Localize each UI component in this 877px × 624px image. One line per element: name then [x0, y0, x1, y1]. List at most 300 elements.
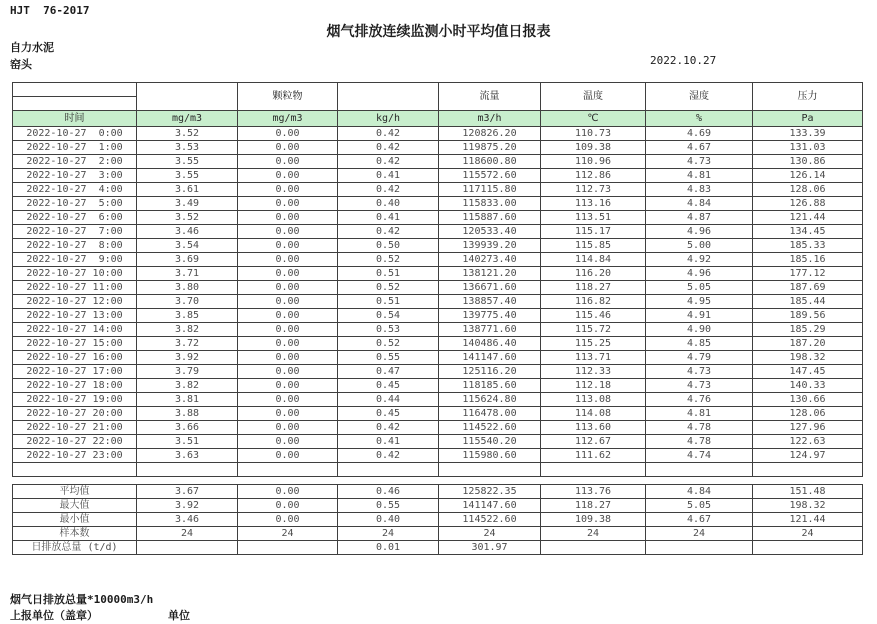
group-header-cell [338, 83, 439, 111]
cell: 0.52 [338, 253, 439, 267]
cell: 113.60 [541, 421, 646, 435]
cell: 0.55 [338, 351, 439, 365]
table-row [13, 127, 863, 141]
cell: 134.45 [753, 225, 863, 239]
unit-cell: ℃ [541, 111, 646, 127]
cell: 3.85 [137, 309, 238, 323]
cell: 2022-10-27 19:00 [13, 393, 137, 407]
table-row [13, 337, 863, 351]
cell: 3.49 [137, 197, 238, 211]
cell: 116478.00 [439, 407, 541, 421]
report-date: 2022.10.27 [650, 54, 717, 67]
cell: 24 [137, 527, 238, 541]
cell: 2022-10-27 23:00 [13, 449, 137, 463]
cell: 4.84 [646, 485, 753, 499]
cell: 130.66 [753, 393, 863, 407]
cell: 3.52 [137, 127, 238, 141]
cell: 2022-10-27 18:00 [13, 379, 137, 393]
cell: 0.51 [338, 267, 439, 281]
cell: 3.82 [137, 323, 238, 337]
cell: 2022-10-27 5:00 [13, 197, 137, 211]
cell: 0.46 [338, 485, 439, 499]
cell: 115.17 [541, 225, 646, 239]
report-table-area [12, 82, 864, 555]
cell: 3.55 [137, 155, 238, 169]
cell [541, 463, 646, 477]
cell: 0.00 [238, 407, 338, 421]
cell: 140273.40 [439, 253, 541, 267]
cell: 4.96 [646, 225, 753, 239]
cell: 3.81 [137, 393, 238, 407]
table-row [13, 239, 863, 253]
cell: 0.00 [238, 351, 338, 365]
cell: 109.38 [541, 513, 646, 527]
cell [541, 541, 646, 555]
cell: 0.00 [238, 323, 338, 337]
cell: 2022-10-27 16:00 [13, 351, 137, 365]
cell: 113.08 [541, 393, 646, 407]
cell: 0.41 [338, 211, 439, 225]
cell: 0.53 [338, 323, 439, 337]
cell: 0.45 [338, 407, 439, 421]
cell: 116.20 [541, 267, 646, 281]
cell: 118.27 [541, 499, 646, 513]
cell [13, 463, 137, 477]
footer-note: 烟气日排放总量*10000m3/h [10, 593, 154, 606]
cell: 0.44 [338, 393, 439, 407]
cell: 2022-10-27 2:00 [13, 155, 137, 169]
cell: 0.00 [238, 485, 338, 499]
cell: 3.53 [137, 141, 238, 155]
cell: 3.80 [137, 281, 238, 295]
cell: 115833.00 [439, 197, 541, 211]
table-row [13, 449, 863, 463]
cell: 4.96 [646, 267, 753, 281]
cell: 0.52 [338, 337, 439, 351]
cell: 0.00 [238, 337, 338, 351]
cell: 189.56 [753, 309, 863, 323]
unit-cell: m3/h [439, 111, 541, 127]
table-row [13, 421, 863, 435]
group-header-humidity: 湿度 [646, 83, 753, 111]
cell: 198.32 [753, 351, 863, 365]
cell: 3.70 [137, 295, 238, 309]
cell: 0.00 [238, 155, 338, 169]
cell: 0.00 [238, 225, 338, 239]
cell: 115572.60 [439, 169, 541, 183]
cell: 3.71 [137, 267, 238, 281]
cell: 116.82 [541, 295, 646, 309]
table-row [13, 141, 863, 155]
cell: 5.00 [646, 239, 753, 253]
cell: 4.73 [646, 155, 753, 169]
cell: 187.20 [753, 337, 863, 351]
unit-label: 单位 [168, 609, 190, 622]
cell: 3.82 [137, 379, 238, 393]
cell: 0.42 [338, 141, 439, 155]
time-header-cell: 时间 [13, 111, 137, 127]
cell: 0.00 [238, 169, 338, 183]
cell: 0.00 [238, 211, 338, 225]
cell: 113.71 [541, 351, 646, 365]
cell: 0.00 [238, 309, 338, 323]
cell: 24 [338, 527, 439, 541]
cell: 0.00 [238, 281, 338, 295]
table-row [13, 323, 863, 337]
table-row [13, 485, 863, 499]
cell: 126.14 [753, 169, 863, 183]
cell: 0.42 [338, 449, 439, 463]
cell: 3.79 [137, 365, 238, 379]
cell [753, 541, 863, 555]
cell: 3.92 [137, 351, 238, 365]
cell: 2022-10-27 7:00 [13, 225, 137, 239]
cell: 185.29 [753, 323, 863, 337]
cell: 0.52 [338, 281, 439, 295]
cell: 最大值 [13, 499, 137, 513]
table-row [13, 365, 863, 379]
cell: 0.00 [238, 421, 338, 435]
report-unit-label: 上报单位（盖章） [10, 609, 98, 622]
cell: 114.84 [541, 253, 646, 267]
cell: 3.72 [137, 337, 238, 351]
cell: 4.81 [646, 169, 753, 183]
table-row [13, 527, 863, 541]
cell: 117115.80 [439, 183, 541, 197]
cell: 4.73 [646, 379, 753, 393]
cell: 118600.80 [439, 155, 541, 169]
cell: 4.74 [646, 449, 753, 463]
company-name: 自力水泥 [10, 41, 54, 54]
cell [137, 541, 238, 555]
table-row [13, 435, 863, 449]
cell: 130.86 [753, 155, 863, 169]
cell: 0.42 [338, 183, 439, 197]
unit-cell: % [646, 111, 753, 127]
cell: 151.48 [753, 485, 863, 499]
table-row [13, 155, 863, 169]
table-row [13, 351, 863, 365]
cell: 日排放总量 (t/d) [13, 541, 137, 555]
cell: 0.01 [338, 541, 439, 555]
cell [137, 463, 238, 477]
group-header-temperature: 温度 [541, 83, 646, 111]
cell: 3.88 [137, 407, 238, 421]
cell: 138771.60 [439, 323, 541, 337]
cell: 0.42 [338, 127, 439, 141]
cell: 0.00 [238, 141, 338, 155]
cell: 3.61 [137, 183, 238, 197]
group-header-flow: 流量 [439, 83, 541, 111]
cell: 177.12 [753, 267, 863, 281]
cell: 3.67 [137, 485, 238, 499]
cell: 121.44 [753, 513, 863, 527]
cell: 2022-10-27 13:00 [13, 309, 137, 323]
cell: 111.62 [541, 449, 646, 463]
cell: 198.32 [753, 499, 863, 513]
cell: 2022-10-27 22:00 [13, 435, 137, 449]
cell [439, 463, 541, 477]
cell: 0.47 [338, 365, 439, 379]
table-row [13, 463, 863, 477]
cell: 118185.60 [439, 379, 541, 393]
corner-cell [13, 83, 137, 97]
cell: 3.51 [137, 435, 238, 449]
cell: 139775.40 [439, 309, 541, 323]
cell: 136671.60 [439, 281, 541, 295]
cell: 2022-10-27 6:00 [13, 211, 137, 225]
cell: 5.05 [646, 499, 753, 513]
cell: 4.67 [646, 513, 753, 527]
table-row [13, 407, 863, 421]
summary-table [12, 484, 863, 555]
cell: 0.42 [338, 225, 439, 239]
cell: 2022-10-27 1:00 [13, 141, 137, 155]
cell: 114522.60 [439, 513, 541, 527]
cell: 4.85 [646, 337, 753, 351]
cell: 114522.60 [439, 421, 541, 435]
cell: 3.54 [137, 239, 238, 253]
cell: 4.95 [646, 295, 753, 309]
cell: 0.00 [238, 449, 338, 463]
summary-rows [13, 485, 863, 555]
cell: 125822.35 [439, 485, 541, 499]
cell: 4.67 [646, 141, 753, 155]
table-row [13, 309, 863, 323]
group-header-row [13, 83, 863, 97]
cell: 0.42 [338, 421, 439, 435]
table-row [13, 211, 863, 225]
cell: 4.90 [646, 323, 753, 337]
cell [646, 541, 753, 555]
cell: 4.92 [646, 253, 753, 267]
cell: 24 [541, 527, 646, 541]
cell: 112.73 [541, 183, 646, 197]
cell: 平均值 [13, 485, 137, 499]
cell: 2022-10-27 11:00 [13, 281, 137, 295]
cell: 115887.60 [439, 211, 541, 225]
cell: 0.00 [238, 295, 338, 309]
cell: 0.00 [238, 499, 338, 513]
cell: 4.83 [646, 183, 753, 197]
cell: 3.63 [137, 449, 238, 463]
cell: 115540.20 [439, 435, 541, 449]
cell: 115980.60 [439, 449, 541, 463]
cell: 24 [439, 527, 541, 541]
table-row [13, 499, 863, 513]
unit-cell: kg/h [338, 111, 439, 127]
cell [238, 541, 338, 555]
cell: 4.78 [646, 421, 753, 435]
cell: 141147.60 [439, 351, 541, 365]
corner-cell [13, 97, 137, 111]
cell: 2022-10-27 9:00 [13, 253, 137, 267]
cell: 3.66 [137, 421, 238, 435]
cell: 2022-10-27 10:00 [13, 267, 137, 281]
units-header-row [13, 111, 863, 127]
cell: 0.00 [238, 183, 338, 197]
cell: 2022-10-27 15:00 [13, 337, 137, 351]
cell: 4.79 [646, 351, 753, 365]
cell: 115624.80 [439, 393, 541, 407]
cell: 128.06 [753, 183, 863, 197]
cell [753, 463, 863, 477]
unit-cell: mg/m3 [137, 111, 238, 127]
cell: 0.00 [238, 513, 338, 527]
cell: 115.72 [541, 323, 646, 337]
cell: 114.08 [541, 407, 646, 421]
cell: 4.81 [646, 407, 753, 421]
cell: 2022-10-27 3:00 [13, 169, 137, 183]
cell: 2022-10-27 14:00 [13, 323, 137, 337]
table-row [13, 379, 863, 393]
cell: 133.39 [753, 127, 863, 141]
cell: 140486.40 [439, 337, 541, 351]
table-row [13, 267, 863, 281]
group-header-particulate: 颗粒物 [238, 83, 338, 111]
cell: 2022-10-27 4:00 [13, 183, 137, 197]
cell: 0.41 [338, 169, 439, 183]
cell: 0.00 [238, 253, 338, 267]
unit-cell: mg/m3 [238, 111, 338, 127]
cell: 115.85 [541, 239, 646, 253]
cell: 141147.60 [439, 499, 541, 513]
doc-code: HJT 76-2017 [10, 4, 90, 17]
table-row [13, 393, 863, 407]
cell: 3.69 [137, 253, 238, 267]
cell: 115.46 [541, 309, 646, 323]
cell: 140.33 [753, 379, 863, 393]
cell: 112.18 [541, 379, 646, 393]
cell: 0.00 [238, 197, 338, 211]
cell: 4.91 [646, 309, 753, 323]
cell: 0.50 [338, 239, 439, 253]
cell: 0.42 [338, 155, 439, 169]
cell: 0.41 [338, 435, 439, 449]
cell [338, 463, 439, 477]
cell: 4.87 [646, 211, 753, 225]
cell: 3.46 [137, 513, 238, 527]
unit-cell: Pa [753, 111, 863, 127]
table-row [13, 225, 863, 239]
cell: 110.73 [541, 127, 646, 141]
cell: 0.55 [338, 499, 439, 513]
cell: 0.51 [338, 295, 439, 309]
station-name: 窑头 [10, 58, 32, 71]
group-header-cell [137, 83, 238, 111]
cell: 0.00 [238, 379, 338, 393]
cell: 0.00 [238, 365, 338, 379]
cell: 0.00 [238, 239, 338, 253]
cell: 4.84 [646, 197, 753, 211]
cell: 3.46 [137, 225, 238, 239]
cell [238, 463, 338, 477]
cell: 2022-10-27 20:00 [13, 407, 137, 421]
cell: 24 [238, 527, 338, 541]
cell: 185.44 [753, 295, 863, 309]
cell: 4.76 [646, 393, 753, 407]
cell: 120826.20 [439, 127, 541, 141]
table-row [13, 281, 863, 295]
cell: 0.00 [238, 127, 338, 141]
cell: 187.69 [753, 281, 863, 295]
cell: 113.51 [541, 211, 646, 225]
cell: 147.45 [753, 365, 863, 379]
data-rows [13, 127, 863, 477]
group-header-pressure: 压力 [753, 83, 863, 111]
cell: 3.52 [137, 211, 238, 225]
cell: 2022-10-27 0:00 [13, 127, 137, 141]
cell: 120533.40 [439, 225, 541, 239]
cell: 24 [753, 527, 863, 541]
cell: 5.05 [646, 281, 753, 295]
cell: 131.03 [753, 141, 863, 155]
table-row [13, 253, 863, 267]
cell: 0.54 [338, 309, 439, 323]
cell: 2022-10-27 21:00 [13, 421, 137, 435]
cell: 样本数 [13, 527, 137, 541]
cell: 2022-10-27 17:00 [13, 365, 137, 379]
cell: 4.69 [646, 127, 753, 141]
cell: 126.88 [753, 197, 863, 211]
cell: 0.00 [238, 393, 338, 407]
cell: 185.33 [753, 239, 863, 253]
page-title: 烟气排放连续监测小时平均值日报表 [326, 24, 551, 40]
cell: 112.67 [541, 435, 646, 449]
cell: 138857.40 [439, 295, 541, 309]
cell: 0.45 [338, 379, 439, 393]
cell: 115.25 [541, 337, 646, 351]
cell: 0.40 [338, 197, 439, 211]
cell: 185.16 [753, 253, 863, 267]
cell: 124.97 [753, 449, 863, 463]
cell: 2022-10-27 12:00 [13, 295, 137, 309]
cell: 0.00 [238, 435, 338, 449]
cell: 最小值 [13, 513, 137, 527]
cell: 0.40 [338, 513, 439, 527]
cell: 112.33 [541, 365, 646, 379]
cell: 122.63 [753, 435, 863, 449]
cell: 301.97 [439, 541, 541, 555]
cell: 0.00 [238, 267, 338, 281]
cell: 109.38 [541, 141, 646, 155]
table-row [13, 541, 863, 555]
cell: 119875.20 [439, 141, 541, 155]
cell: 4.78 [646, 435, 753, 449]
table-row [13, 197, 863, 211]
table-row [13, 169, 863, 183]
cell: 128.06 [753, 407, 863, 421]
cell: 24 [646, 527, 753, 541]
cell: 3.92 [137, 499, 238, 513]
table-row [13, 295, 863, 309]
cell: 118.27 [541, 281, 646, 295]
cell: 113.16 [541, 197, 646, 211]
cell: 4.73 [646, 365, 753, 379]
cell: 121.44 [753, 211, 863, 225]
table-row [13, 183, 863, 197]
main-table [12, 82, 863, 477]
cell [646, 463, 753, 477]
cell: 112.86 [541, 169, 646, 183]
cell: 125116.20 [439, 365, 541, 379]
cell: 3.55 [137, 169, 238, 183]
cell: 113.76 [541, 485, 646, 499]
cell: 138121.20 [439, 267, 541, 281]
table-row [13, 513, 863, 527]
cell: 110.96 [541, 155, 646, 169]
cell: 2022-10-27 8:00 [13, 239, 137, 253]
